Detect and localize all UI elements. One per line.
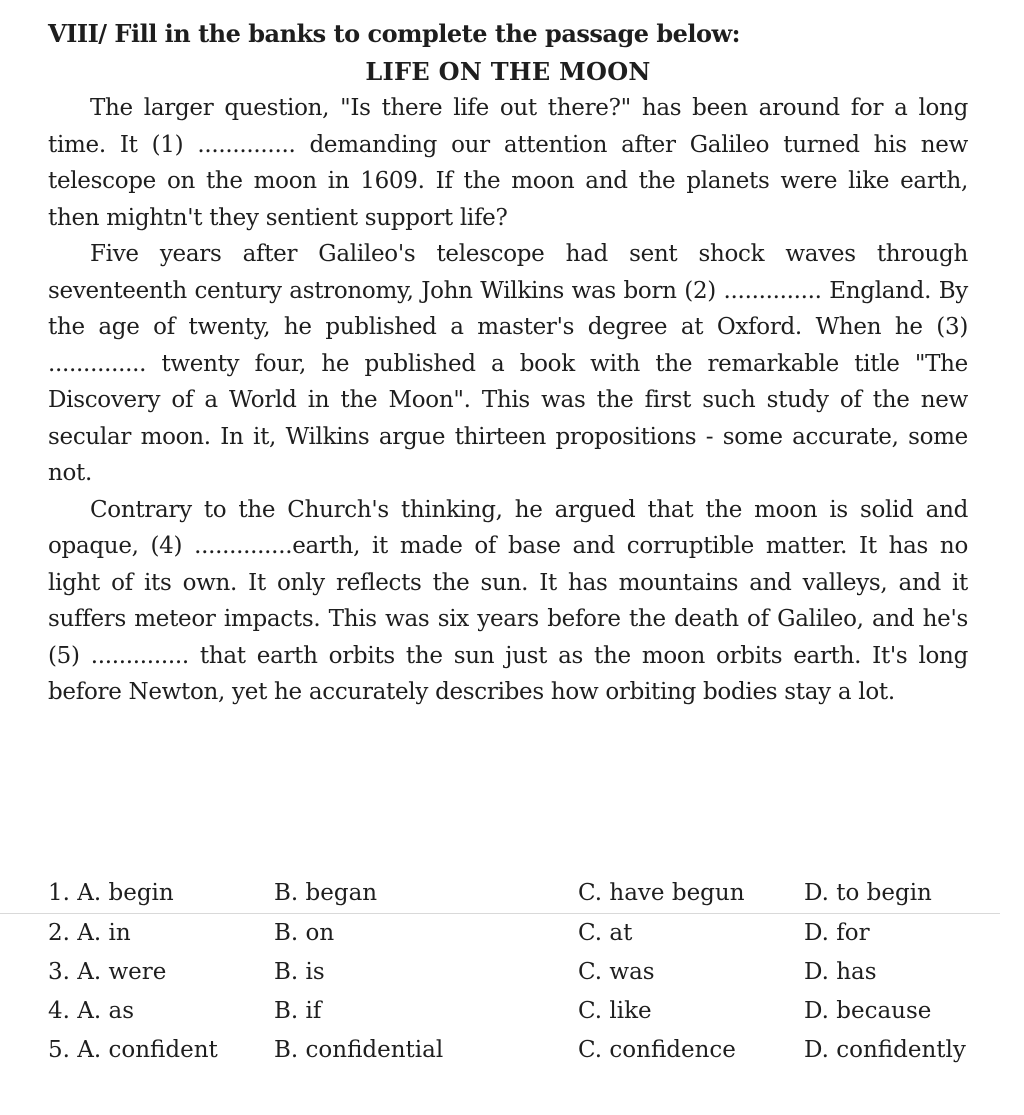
option-b: B. began — [274, 880, 378, 906]
passage-paragraph: Contrary to the Church's thinking, he argued that the moon is solid and opaque, (4) ..............earth, it made of base and corruptible matter. It has no light of its own. It only reflects the sun. It has mountains and valleys, and it suffers meteor impacts. This was six years before the death of Galileo, and he's (5) .............. that earth orbits the sun just as the moon orbits earth. It's long before Newton, yet he accurately describes how orbiting bodies stay a lot. — [48, 496, 968, 705]
passage-paragraph: The larger question, "Is there life out there?" has been around for a long time. It (1) .............. demanding our attention after Galileo turned his new telescope on the moon in 1609. If the moon and the planets were like earth, then mightn't they sentient support life? — [48, 95, 968, 231]
option-a: 1. A. begin — [48, 880, 174, 906]
exercise-heading: VIII/ Fill in the banks to complete the passage below: — [48, 19, 741, 48]
option-row — [0, 992, 1000, 1031]
option-row — [0, 874, 1000, 914]
option-d: D. to begin — [804, 880, 932, 906]
option-c: C. confidence — [578, 1037, 736, 1063]
option-b: B. is — [274, 959, 325, 985]
option-d: D. has — [804, 959, 877, 985]
option-d: D. confidently — [804, 1037, 966, 1063]
option-row — [0, 1031, 1000, 1070]
option-c: C. like — [578, 998, 652, 1024]
exercise-page — [48, 14, 968, 711]
answer-options — [0, 874, 1000, 1070]
option-d: D. for — [804, 920, 870, 946]
option-a: 2. A. in — [48, 920, 131, 946]
option-c: C. at — [578, 920, 633, 946]
option-b: B. if — [274, 998, 322, 1024]
option-a: 4. A. as — [48, 998, 135, 1024]
option-c: C. was — [578, 959, 655, 985]
option-b: B. on — [274, 920, 335, 946]
option-b: B. confidential — [274, 1037, 444, 1063]
option-a: 5. A. confident — [48, 1037, 218, 1063]
passage-title: LIFE ON THE MOON — [365, 57, 651, 86]
passage-paragraph: Five years after Galileo's telescope had sent shock waves through seventeenth century astronomy, John Wilkins was born (2) .............. England. By the age of twenty, he published a master's degree at Oxford. When he (3) .............. twenty four, he published a book with the remarkable title "The Discovery of a World in the Moon". This was the first such study of the new secular moon. In it, Wilkins argue thirteen propositions - some accurate, some not. — [48, 241, 968, 486]
option-row — [0, 914, 1000, 953]
option-c: C. have begun — [578, 880, 745, 906]
option-d: D. because — [804, 998, 932, 1024]
option-row — [0, 953, 1000, 992]
option-a: 3. A. were — [48, 959, 167, 985]
